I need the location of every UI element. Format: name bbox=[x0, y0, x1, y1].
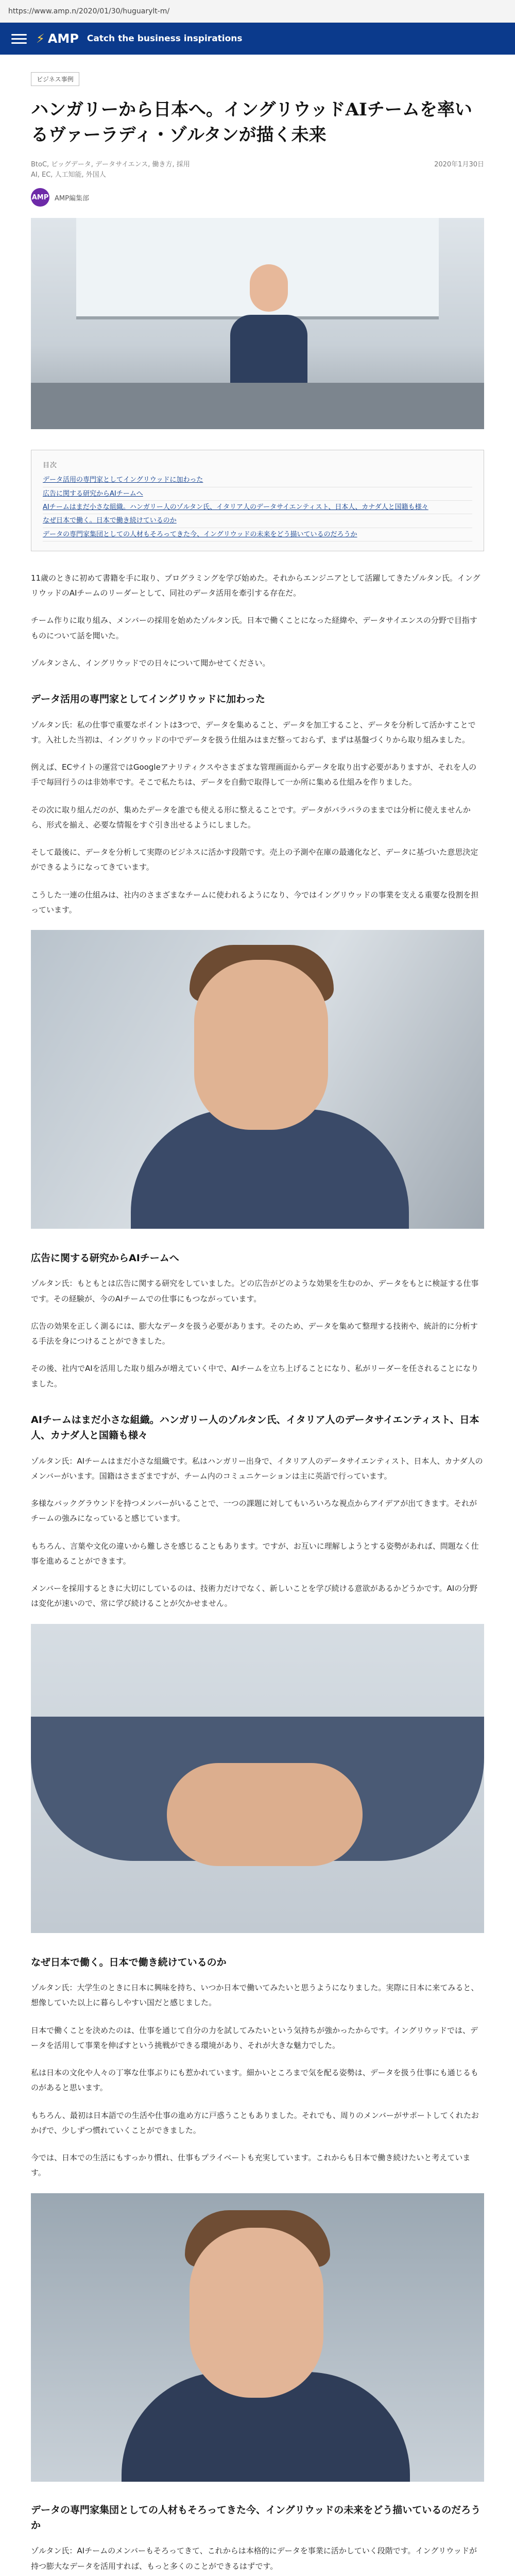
meta-tags-1: BtoC, ビッグデータ, データサイエンス, 働き方, 採用 bbox=[31, 160, 190, 168]
body-paragraph: ゾルタン氏：AIチームはまだ小さな組織です。私はハンガリー出身で、イタリア人のデータサイエンティスト、日本人、カナダ人のメンバーがいます。国籍はさまざまですが、チーム内のコミュニケーションは主に英語で行っています。 bbox=[31, 1456, 483, 1481]
toc-item[interactable]: データの専門家集団としての人材もそろってきた今、イングリウッドの未来をどう描いているのだろうか bbox=[43, 528, 472, 541]
hands-photo bbox=[31, 1624, 484, 1933]
body-paragraph: 多様なバックグラウンドを持つメンバーがいることで、一つの課題に対してもいろいろな視点からアイデアが出てきます。それがチームの強みになっていると感じています。 bbox=[31, 1499, 477, 1523]
body-paragraph: その後、社内でAIを活用した取り組みが増えていく中で、AIチームを立ち上げることになり、私がリーダーを任されることになりました。 bbox=[31, 1364, 479, 1388]
body-paragraph: 広告の効果を正しく測るには、膨大なデータを扱う必要があります。そのため、データを集めて整理する技術や、統計的に分析する手法を身につけることができました。 bbox=[31, 1321, 478, 1346]
article-title: ハンガリーから日本へ。イングリウッドAIチームを率いるヴァーラディ・ゾルタンが描く未来 bbox=[31, 99, 472, 146]
intro-paragraph: チーム作りに取り組み、メンバーの採用を始めたゾルタン氏。日本で働くことになった経緯や、データサイエンスの分野で目指すものについて話を聞いた。 bbox=[31, 616, 477, 640]
body-paragraph: もちろん、最初は日本語での生活や仕事の進め方に戸惑うこともありました。それでも、周りのメンバーがサポートしてくれたおかげで、少しずつ慣れていくことができました。 bbox=[31, 2110, 479, 2135]
interview-photo bbox=[31, 930, 484, 1229]
body-paragraph: そして最後に、データを分析して実際のビジネスに活かす段階です。売上の予測や在庫の最適化など、データに基づいた意思決定ができるようになってきています。 bbox=[31, 848, 478, 872]
body-paragraph: ゾルタン氏：私の仕事で重要なポイントは3つで、データを集めること、データを加工すること、データを分析して活かすことです。入社した当初は、イングリウッドの中でデータを扱う仕組みはまだ整っておらず、まずは基盤づくりから取り組みました。 bbox=[31, 720, 476, 744]
site-logo[interactable] bbox=[36, 31, 79, 46]
bolt-icon: ⚡ bbox=[36, 31, 45, 46]
avatar: AMP bbox=[31, 188, 49, 207]
article-meta bbox=[31, 160, 484, 181]
category-tag[interactable]: ビジネス事例 bbox=[31, 72, 79, 86]
body-paragraph: その次に取り組んだのが、集めたデータを誰でも使える形に整えることです。データがバラバラのままでは分析に使えませんから、形式を揃え、必要な情報をすぐ引き出せるようにしました。 bbox=[31, 805, 471, 829]
browser-url-bar[interactable] bbox=[0, 0, 515, 23]
section-heading: データ活用の専門家としてイングリウッドに加わった bbox=[31, 693, 266, 705]
body-paragraph: もちろん、言葉や文化の違いから難しさを感じることもあります。ですが、お互いに理解しようとする姿勢があれば、問題なく仕事を進めることができます。 bbox=[31, 1541, 479, 1566]
body-paragraph: 今では、日本での生活にもすっかり慣れ、仕事もプライベートも充実しています。これからも日本で働き続けたいと考えています。 bbox=[31, 2153, 471, 2178]
body-paragraph: 例えば、ECサイトの運営ではGoogleアナリティクスやさまざまな管理画面からデータを取り出す必要がありますが、それを人の手で毎回行うのは非効率です。そこで私たちは、データを自動で取得して一か所に集める仕組みを作りました。 bbox=[31, 762, 477, 787]
url-text[interactable]: https://www.amp.n/2020/01/30/huguarylt-m/ bbox=[8, 7, 170, 15]
section-heading: データの専門家集団としての人材もそろってきた今、イングリウッドの未来をどう描いているのだろうか bbox=[31, 2504, 481, 2531]
article-date: 2020年1月30日 bbox=[434, 160, 484, 168]
intro-paragraph: ゾルタンさん、イングリウッドでの日々について聞かせてください。 bbox=[31, 658, 270, 668]
hero-photo bbox=[31, 218, 484, 429]
portrait-photo bbox=[31, 2193, 484, 2482]
toc-item[interactable]: データ活用の専門家としてイングリウッドに加わった bbox=[43, 473, 472, 487]
toc-item[interactable]: 広告に関する研究からAIチームへ bbox=[43, 487, 472, 501]
body-paragraph: ゾルタン氏：AIチームのメンバーもそろってきて、これからは本格的にデータを事業に活かしていく段階です。イングリウッドが持つ膨大なデータを活用すれば、もっと多くのことができるはずです。 bbox=[31, 2546, 477, 2571]
body-paragraph: 私は日本の文化や人々の丁寧な仕事ぶりにも惹かれています。細かいところまで気を配る姿勢は、データを扱う仕事にも通じるものがあると思います。 bbox=[31, 2068, 478, 2093]
menu-icon[interactable] bbox=[11, 34, 27, 44]
section-heading: なぜ日本で働く。日本で働き続けているのか bbox=[31, 1956, 227, 1968]
author-name[interactable]: AMP編集部 bbox=[55, 194, 89, 202]
logo-text: AMP bbox=[47, 31, 79, 46]
body-paragraph: ゾルタン氏：もともとは広告に関する研究をしていました。どの広告がどのような効果を生むのか、データをもとに検証する仕事です。その経験が、今のAIチームでの仕事にもつながっています。 bbox=[31, 1279, 479, 1303]
body-paragraph: ゾルタン氏：大学生のときに日本に興味を持ち、いつか日本で働いてみたいと思うようになりました。実際に日本に来てみると、想像していた以上に暮らしやすい国だと感じました。 bbox=[31, 1983, 479, 2008]
breadcrumb bbox=[31, 72, 484, 86]
toc-item[interactable]: AIチームはまだ小さな組織。ハンガリー人のゾルタン氏、イタリア人のデータサイエンティスト、日本人、カナダ人と国籍も様々 bbox=[43, 501, 472, 514]
body-paragraph: メンバーを採用するときに大切にしているのは、技術力だけでなく、新しいことを学び続ける意欲があるかどうかです。AIの分野は変化が速いので、常に学び続けることが欠かせません。 bbox=[31, 1584, 478, 1608]
article-container bbox=[31, 55, 484, 2576]
intro-paragraph: 11歳のときに初めて書籍を手に取り、プログラミングを学び始めた。それからエンジニアとして活躍してきたゾルタン氏。イングリウッドのAIチームのリーダーとして、同社のデータ活用を牽引する存在だ。 bbox=[31, 573, 480, 598]
toc-item[interactable]: なぜ日本で働く。日本で働き続けているのか bbox=[43, 514, 472, 528]
author-line bbox=[31, 188, 484, 207]
meta-tags-2: AI, EC, 人工知能, 外国人 bbox=[31, 171, 106, 179]
section-heading: 広告に関する研究からAIチームへ bbox=[31, 1252, 179, 1264]
section-heading: AIチームはまだ小さな組織。ハンガリー人のゾルタン氏、イタリア人のデータサイエンティスト、日本人、カナダ人と国籍も様々 bbox=[31, 1414, 479, 1442]
table-of-contents bbox=[31, 450, 484, 551]
toc-heading: 目次 bbox=[43, 462, 58, 470]
site-header bbox=[0, 23, 515, 55]
body-paragraph: 日本で働くことを決めたのは、仕事を通じて自分の力を試してみたいという気持ちが強かったからです。イングリウッドでは、データを活用して事業を伸ばすという挑戦ができる環境があり、それが大きな魅力でした。 bbox=[31, 2025, 478, 2050]
body-paragraph: こうした一連の仕組みは、社内のさまざまなチームに使われるようになり、今ではイングリウッドの事業を支える重要な役割を担っています。 bbox=[31, 890, 479, 914]
site-tagline: Catch the business inspirations bbox=[87, 33, 243, 44]
